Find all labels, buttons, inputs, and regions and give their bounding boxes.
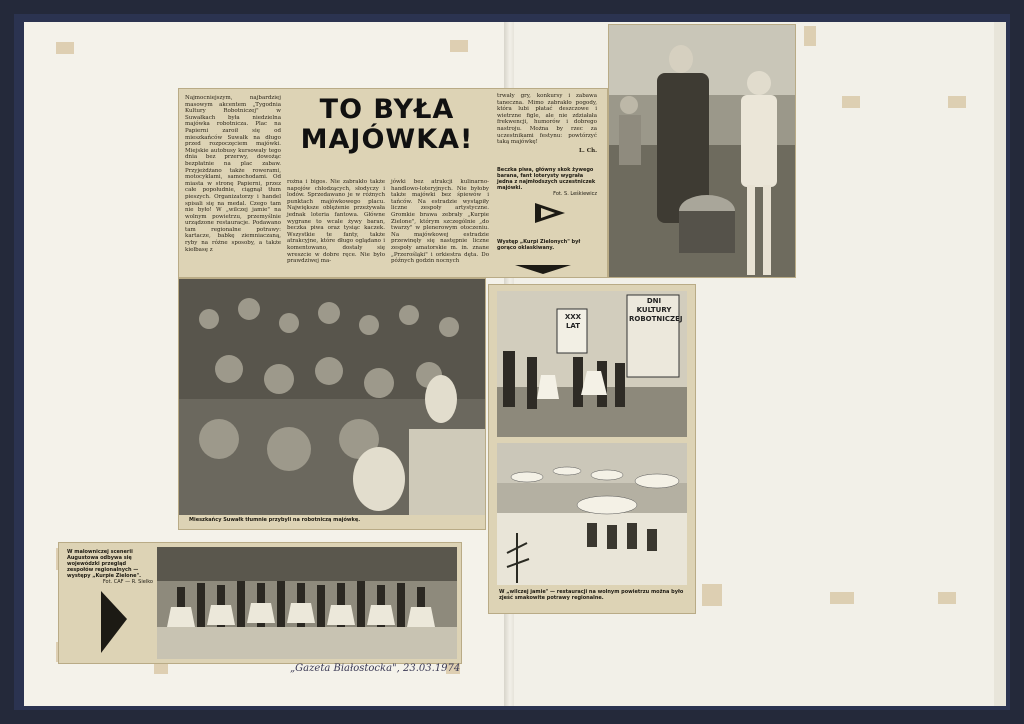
photo1-credit: Fot. S. Leśkiewicz xyxy=(553,191,597,197)
page-edges xyxy=(994,22,1006,706)
dancers-caption xyxy=(67,549,153,585)
article-clipping xyxy=(178,88,608,278)
tape-mark xyxy=(830,592,854,604)
column-2-text: rożna i bigos. Nie zabrakło także napojów chłodzących, słodyczy i lodów. Sprzedawano je w różnych punktach majówkowego placu. Największe oblężenie przeżywała jednak loteria fantowa. Główne wygrane to wcale żywy baran, beczka piwa oraz tysiąc kaczek. Wszystkie te fanty, także atrakcyjne, które długo oglądano i komentowano, dostały się wreszcie w dobre ręce. Nie było prawdziwej ma- xyxy=(287,179,385,265)
barrel-photo xyxy=(609,25,795,277)
column-3-text: jówki bez atrakcji kulinarno-handlowo-loteryjnych. Nie byłoby także majówki bez śpiewów i tańców. Na estradzie wystąpiły liczne zespoły artystyczne. Gromkie brawa zebrały „Kurpie Zielone", którym szczególnie „do twarzy" w plenerowym otoczeniu. Na majówkowej estradzie przewinęły się następnie liczne zespoły amatorskie m. in. znane „Przerośląki" i orkiestra dęta. Do późnych godzin nocnych xyxy=(391,179,489,265)
tape-mark xyxy=(842,96,860,108)
headline-line-1: TO BYŁA xyxy=(319,94,455,125)
dancers-clipping xyxy=(58,542,462,664)
column-4-text: trwały gry, konkursy i zabawa taneczna. Mimo zabrakło pogody, która lubi płatać deszczowe i wietrzne figle, ale nie zdziałała frekwencji, humorów i dobrego nastroju. Można by rzec za uczestnikami festynu: powtórzyć taką majówkę! xyxy=(497,93,597,146)
dancers-credit: Fot. CAF — R. Sielko xyxy=(102,579,153,585)
crowd-caption: Mieszkańcy Suwałk tłumnie przybyli na robotniczą majówkę. xyxy=(189,517,361,523)
article-column-3 xyxy=(391,179,489,267)
dancers-photo xyxy=(157,547,457,659)
article-column-1 xyxy=(185,95,281,255)
photo-barrel-clipping xyxy=(608,24,796,278)
stage-banner-left: XXX LAT xyxy=(564,313,582,330)
wilcza-jama-photo xyxy=(497,443,687,585)
article-column-4 xyxy=(497,93,597,156)
arrow-down-icon xyxy=(515,263,571,275)
column-1-text: Najmocniejszym, najbardziej masowym akcentem „Tygodnia Kultury Robotniczej" w Suwałkach była niedzielna majówka robotnicza. Plac na Papierni zaroił się od mieszkańców Suwałk na długo przed rozpoczęciem majówki. Miejskie autobusy kursowały tego dnia bez przerwy, dowożąc bezpłatnie na plac zabaw. Przyjeżdżano także rowerami, motocyklami, samochodami. Od miasta w stronę Papierni, przez całe popołudnie, ciągnął tłum pieszych. Organizatorzy i handel spisali się na medal. Czego tam nie było! W „wilczej jamie" na wolnym powietrzu, przemyślnie urządzone restauracje. Podawano tam regionalne potrawy: kartacze, babkę ziemniaczaną, ryby na różne sposoby, a także kiełbasę z xyxy=(185,95,281,253)
stage-photos-clipping xyxy=(488,284,696,614)
jama-caption: W „wilczej jamie" — restauracji na wolnym powietrzu można było zjeść smakowite potrawy regionalne. xyxy=(499,589,684,601)
stage-banner-right: DNI KULTURY ROBOTNICZEJ xyxy=(629,297,683,323)
handwritten-source-note: „Gazeta Białostocka", 23.03.1974 xyxy=(290,663,461,674)
photo1-caption xyxy=(497,167,597,197)
article-column-2 xyxy=(287,179,385,267)
tape-mark xyxy=(56,42,74,54)
tape-mark xyxy=(154,664,168,674)
crowd-photo xyxy=(179,279,485,515)
article-headline xyxy=(287,95,487,155)
tape-mark xyxy=(948,96,966,108)
performance-caption: Występ „Kurpi Zielonych" był gorąco oklaskiwany. xyxy=(497,239,581,251)
dancers-caption-text: W malowniczej scenerii Augustowa odbywa się wojewódzki przegląd zespołów regionalnych — występy „Kurpie Zielone". xyxy=(67,549,142,579)
tape-mark xyxy=(938,592,956,604)
photo1-caption-text: Beczka piwa, główny skok żywego barana, fant loterysty wygrała jedna z najmłodszych uczestniczek majówki. xyxy=(497,167,596,191)
arrow-right-icon xyxy=(529,199,571,227)
author-signature: L. Ch. xyxy=(579,147,597,154)
tape-mark xyxy=(804,26,816,46)
tape-mark xyxy=(450,40,468,52)
headline-line-2: MAJÓWKA! xyxy=(300,124,474,155)
arrow-down-icon xyxy=(99,591,129,653)
tape-mark xyxy=(702,584,722,606)
crowd-photo-clipping xyxy=(178,278,486,530)
